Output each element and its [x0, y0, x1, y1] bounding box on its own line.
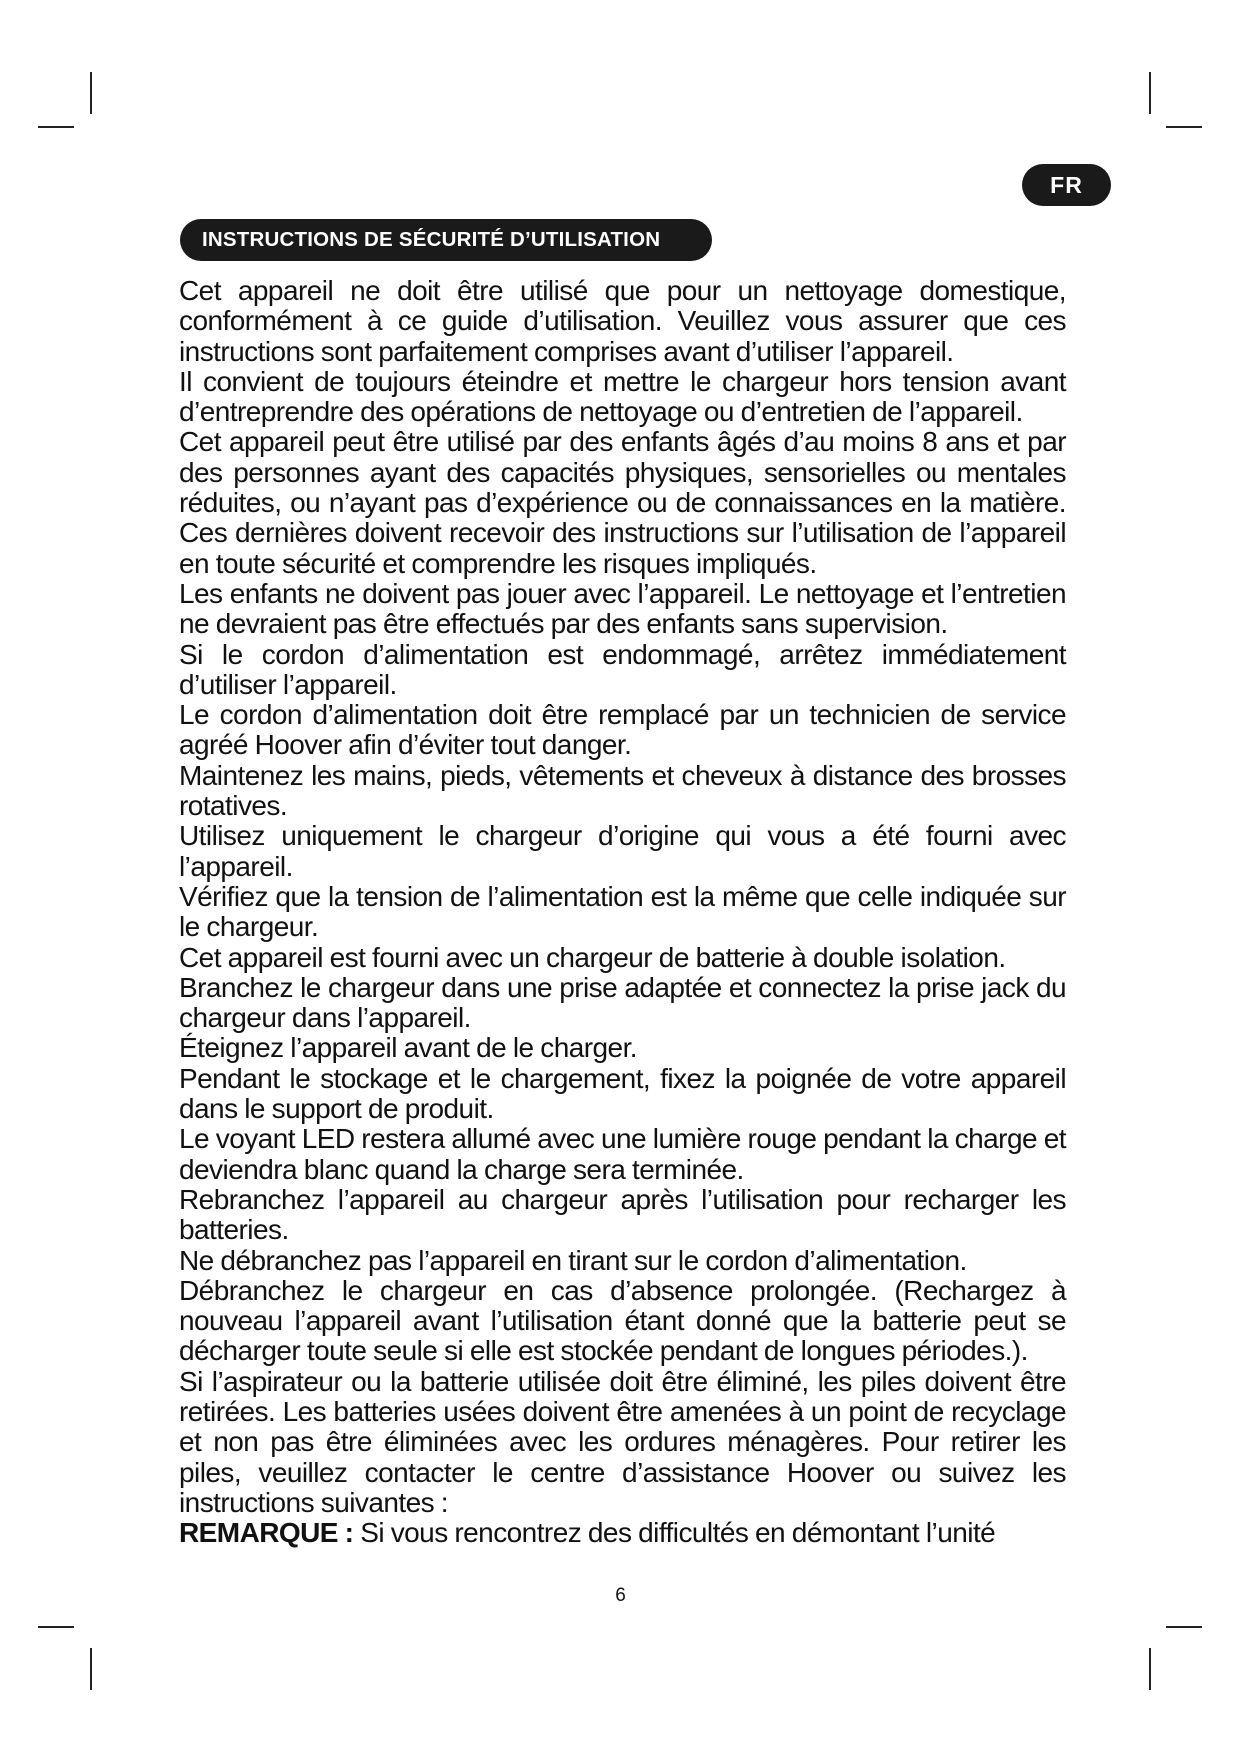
paragraph: Rebranchez l’appareil au chargeur après l’utilisation pour recharger les batteries.: [179, 1183, 1066, 1246]
crop-mark-top-left-vertical: [90, 72, 92, 114]
paragraph: Branchez le chargeur dans une prise adaptée et connectez la prise jack du chargeur dans l’appareil.: [179, 971, 1066, 1034]
crop-mark-top-right-horizontal: [1166, 126, 1202, 128]
language-badge: FR: [1022, 164, 1111, 206]
paragraph: Cet appareil ne doit être utilisé que pour un nettoyage domestique, conformément à ce guide d’utilisation. Veuillez vous assurer que ces instructions sont parfaitement comprises avant d’utiliser l’appareil.: [179, 275, 1066, 367]
paragraph: Si le cordon d’alimentation est endommagé, arrêtez immédiatement d’utiliser l’appareil.: [179, 638, 1066, 700]
note-text: Si vous rencontrez des difficultés en démontant l’unité: [360, 1517, 996, 1549]
paragraph: Cet appareil peut être utilisé par des enfants âgés d’au moins 8 ans et par des personnes ayant des capacités physiques, sensorielles ou mentales réduites, ou n’ayant pas d’expérience ou de connaissances en la matière. Ces dernières doivent recevoir des instructions sur l’utilisation de l’appareil en toute sécurité et comprendre les risques impliqués.: [179, 426, 1066, 579]
paragraph: Vérifiez que la tension de l’alimentation est la même que celle indiquée sur le chargeur.: [179, 880, 1066, 943]
paragraph: Si l’aspirateur ou la batterie utilisée doit être éliminé, les piles doivent être retirées. Les batteries usées doivent être amenées à un point de recyclage et non pas être éliminées avec les ordures ménagères. Pour retirer les piles, veuillez contacter le centre d’assistance Hoover ou suivez les instructions suivantes :: [179, 1365, 1066, 1518]
crop-mark-top-left-horizontal: [38, 126, 74, 128]
section-title: INSTRUCTIONS DE SÉCURITÉ D’UTILISATION: [180, 219, 712, 261]
page-number: 6: [615, 1585, 626, 1606]
paragraph: Le cordon d’alimentation doit être remplacé par un technicien de service agréé Hoover afin d’éviter tout danger.: [179, 699, 1066, 761]
paragraph: Éteignez l’appareil avant de le charger.: [179, 1032, 638, 1064]
crop-mark-bottom-right-horizontal: [1166, 1626, 1202, 1628]
paragraph: Il convient de toujours éteindre et mettre le chargeur hors tension avant d’entreprendre des opérations de nettoyage ou d’entretien de l’appareil.: [179, 365, 1066, 428]
crop-mark-bottom-right-vertical: [1149, 1648, 1151, 1690]
paragraph: Maintenez les mains, pieds, vêtements et cheveux à distance des brosses rotatives.: [179, 759, 1066, 822]
paragraph: Le voyant LED restera allumé avec une lumière rouge pendant la charge et deviendra blanc quand la charge sera terminée.: [179, 1123, 1066, 1185]
crop-mark-bottom-left-vertical: [90, 1648, 92, 1690]
note-paragraph: [179, 1518, 1066, 1548]
note-label: REMARQUE :: [179, 1517, 354, 1549]
paragraph: Pendant le stockage et le chargement, fixez la poignée de votre appareil dans le support de produit.: [179, 1062, 1066, 1125]
paragraph: Utilisez uniquement le chargeur d’origine qui vous a été fourni avec l’appareil.: [179, 820, 1066, 882]
paragraph: Les enfants ne doivent pas jouer avec l’appareil. Le nettoyage et l’entretien ne devraient pas être effectués par des enfants sans supervision.: [179, 577, 1066, 640]
paragraph: Ne débranchez pas l’appareil en tirant sur le cordon d’alimentation.: [179, 1244, 967, 1276]
crop-mark-bottom-left-horizontal: [38, 1626, 74, 1628]
paragraph: Cet appareil est fourni avec un chargeur de batterie à double isolation.: [179, 941, 1006, 973]
instructions-body: [179, 276, 1066, 1548]
paragraph: Débranchez le chargeur en cas d’absence prolongée. (Rechargez à nouveau l’appareil avant l’utilisation étant donné que la batterie peut se décharger toute seule si elle est stockée pendant de longues périodes.).: [179, 1274, 1066, 1367]
crop-mark-top-right-vertical: [1149, 72, 1151, 114]
